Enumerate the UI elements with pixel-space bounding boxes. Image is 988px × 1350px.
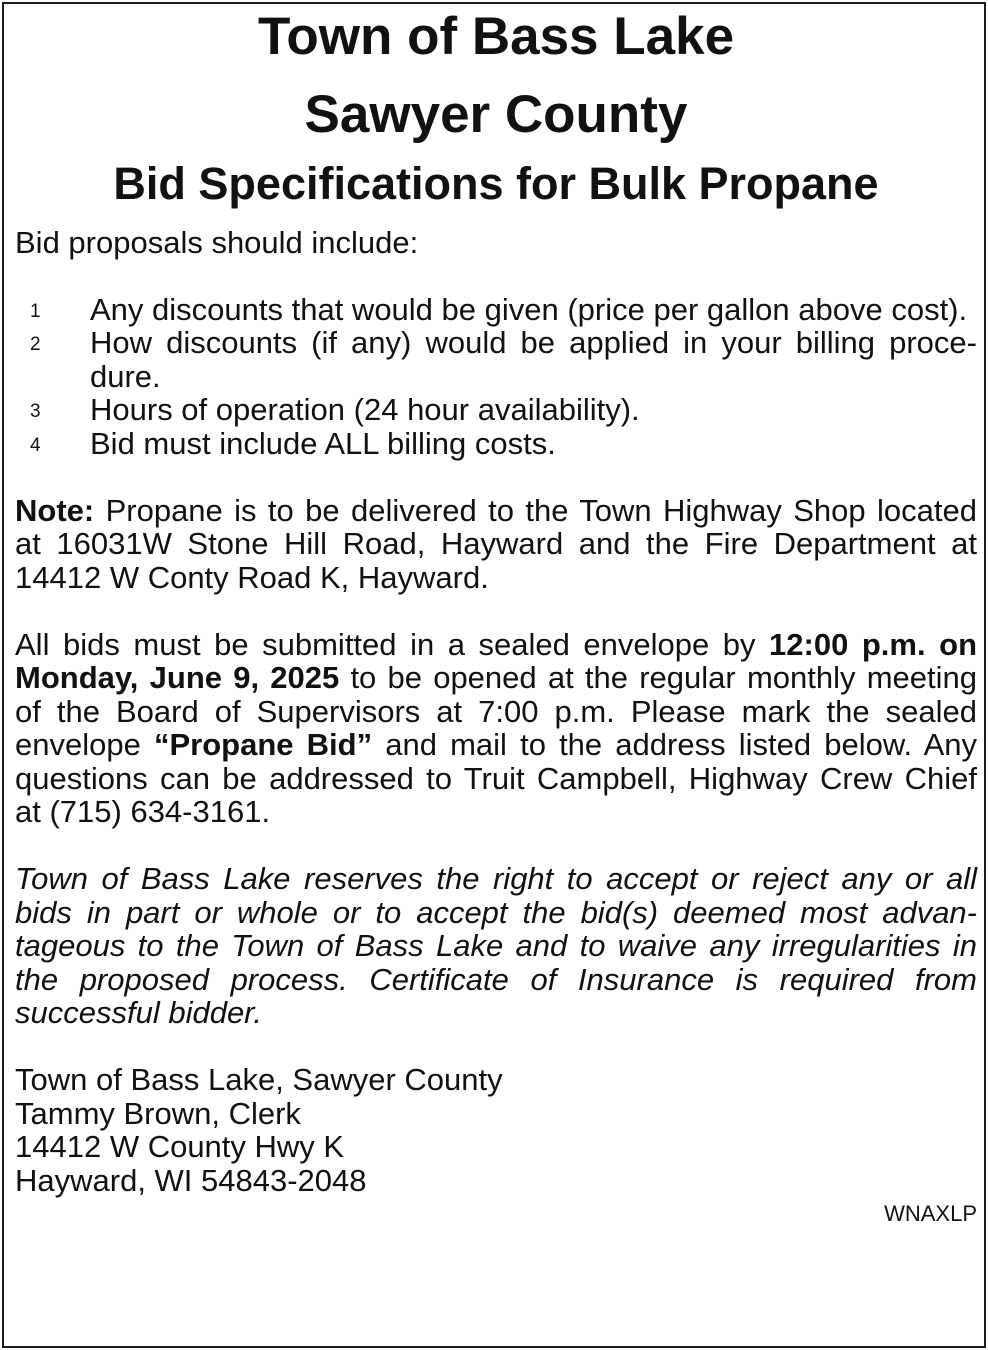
list-item <box>15 393 977 427</box>
envelope-label: “Propane Bid” <box>153 727 373 762</box>
bids-text-3: and mail to the address listed below. Any questions can be addressed to Truit Campbell, Highway Crew Chief at (715) 634-3161. <box>15 727 977 829</box>
reservation-clause: Town of Bass Lake reserves the right to accept or reject any or all bids in part or whole or to accept the bid(s) deemed most advantageous to the Town of Bass Lake and to waive any irregularities in the proposed process. Certificate of Insurance is required from successful bidder. <box>15 861 977 1030</box>
list-item <box>15 326 977 393</box>
note-text: Propane is to be delivered to the Town Highway Shop located at 16031W Stone Hill Road, Hayward and the Fire Department at 14412 W Conty Road K, Hayward. <box>15 492 977 595</box>
submission-instructions <box>15 628 977 829</box>
bids-text-2: to be opened at the regular monthly meeting of the Board of Supervisors at 7:00 p.m. Please mark the sealed envelope <box>15 660 977 762</box>
list-item-number: 1 <box>30 300 41 322</box>
bids-text-1: All bids must be submitted in a sealed envelope by <box>15 626 770 662</box>
notice-content <box>15 4 977 1227</box>
list-item <box>15 293 977 327</box>
list-item-number: 2 <box>30 334 41 355</box>
list-item-text: How discounts (if any) would be applied in your billing procedure. <box>90 325 977 394</box>
list-item-number: 4 <box>30 434 41 456</box>
notice-county: Sawyer County <box>304 85 688 144</box>
list-item-text: Any discounts that would be given (price per gallon above cost). <box>90 291 968 327</box>
clerk-address <box>15 1063 977 1197</box>
notice-title: Town of Bass Lake <box>257 7 735 66</box>
address-line: Tammy Brown, Clerk <box>15 1095 301 1131</box>
list-item-text: Bid must include ALL billing costs. <box>90 425 556 461</box>
requirements-list <box>15 293 977 461</box>
address-line: 14412 W County Hwy K <box>15 1129 345 1164</box>
list-item-text: Hours of operation (24 hour availability). <box>90 392 640 427</box>
publication-code: WNAXLP <box>884 1201 977 1226</box>
bid-deadline: 12:00 p.m. on Monday, June 9, 2025 <box>15 626 978 695</box>
list-item <box>15 427 977 461</box>
notice-subtitle: Bid Specifications for Bulk Propane <box>113 158 879 209</box>
address-line: Hayward, WI 54843-2048 <box>15 1162 367 1198</box>
legal-notice <box>2 2 986 1348</box>
list-item-number: 3 <box>30 401 41 422</box>
intro-text: Bid proposals should include: <box>15 225 419 260</box>
address-line: Town of Bass Lake, Sawyer County <box>15 1062 503 1097</box>
note-label: Note: <box>15 492 95 528</box>
delivery-note <box>15 494 977 595</box>
